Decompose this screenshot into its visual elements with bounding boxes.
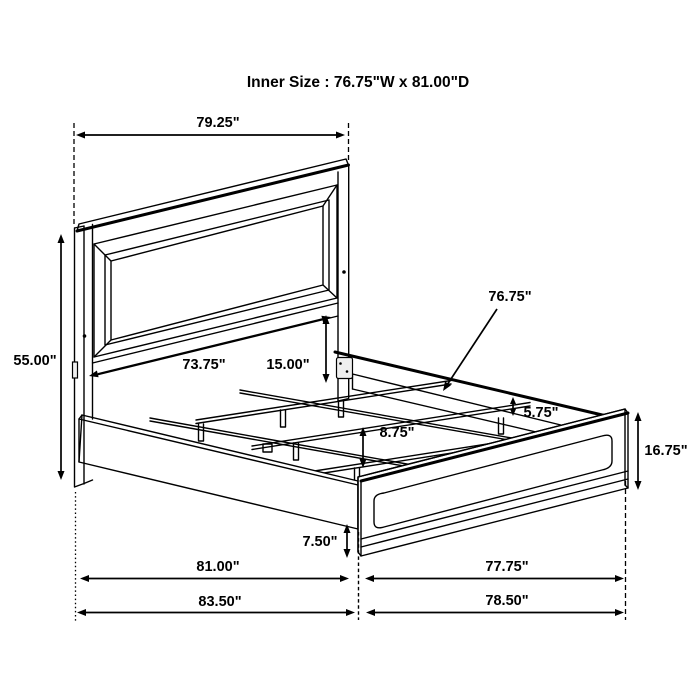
- dimension-overall-depth: [77, 594, 355, 616]
- dimension-headboard-height: [13, 234, 64, 480]
- footboard-inner-width-label: 77.75": [485, 559, 529, 575]
- dimension-footboard-inner-width: [365, 559, 624, 582]
- inner-width-label: 73.75": [182, 357, 226, 373]
- slat-span-label: 76.75": [488, 289, 532, 305]
- footboard-width-label: 78.50": [485, 593, 529, 609]
- dimension-title: [247, 74, 469, 91]
- slat-height-label: 8.75": [379, 425, 415, 441]
- dimension-footboard-width: [366, 593, 624, 616]
- headboard-height-label: 55.00": [13, 353, 57, 369]
- headboard-width-label: 79.25": [196, 115, 240, 131]
- side-rail-left: [79, 415, 358, 529]
- headboard-post-gap-label: 15.00": [266, 357, 310, 373]
- footboard-height-label: 16.75": [644, 443, 688, 459]
- rail-above-slat-label: 5.75": [523, 405, 559, 421]
- dimension-footboard-height: [635, 412, 688, 490]
- inner-depth-label: 81.00": [196, 559, 240, 575]
- dimension-inner-depth: [80, 559, 349, 582]
- dimension-slat-span: [443, 289, 532, 391]
- dimension-headboard-width: [76, 115, 345, 139]
- diagram-title: Inner Size : 76.75"W x 81.00"D: [246, 74, 470, 91]
- rail-floor-clearance-label: 7.50": [302, 534, 338, 550]
- dimension-rail-above-slat: [510, 397, 559, 421]
- bed-line-art: [73, 159, 629, 556]
- dimension-rail-floor-clearance: [302, 524, 350, 558]
- overall-depth-label: 83.50": [198, 594, 242, 610]
